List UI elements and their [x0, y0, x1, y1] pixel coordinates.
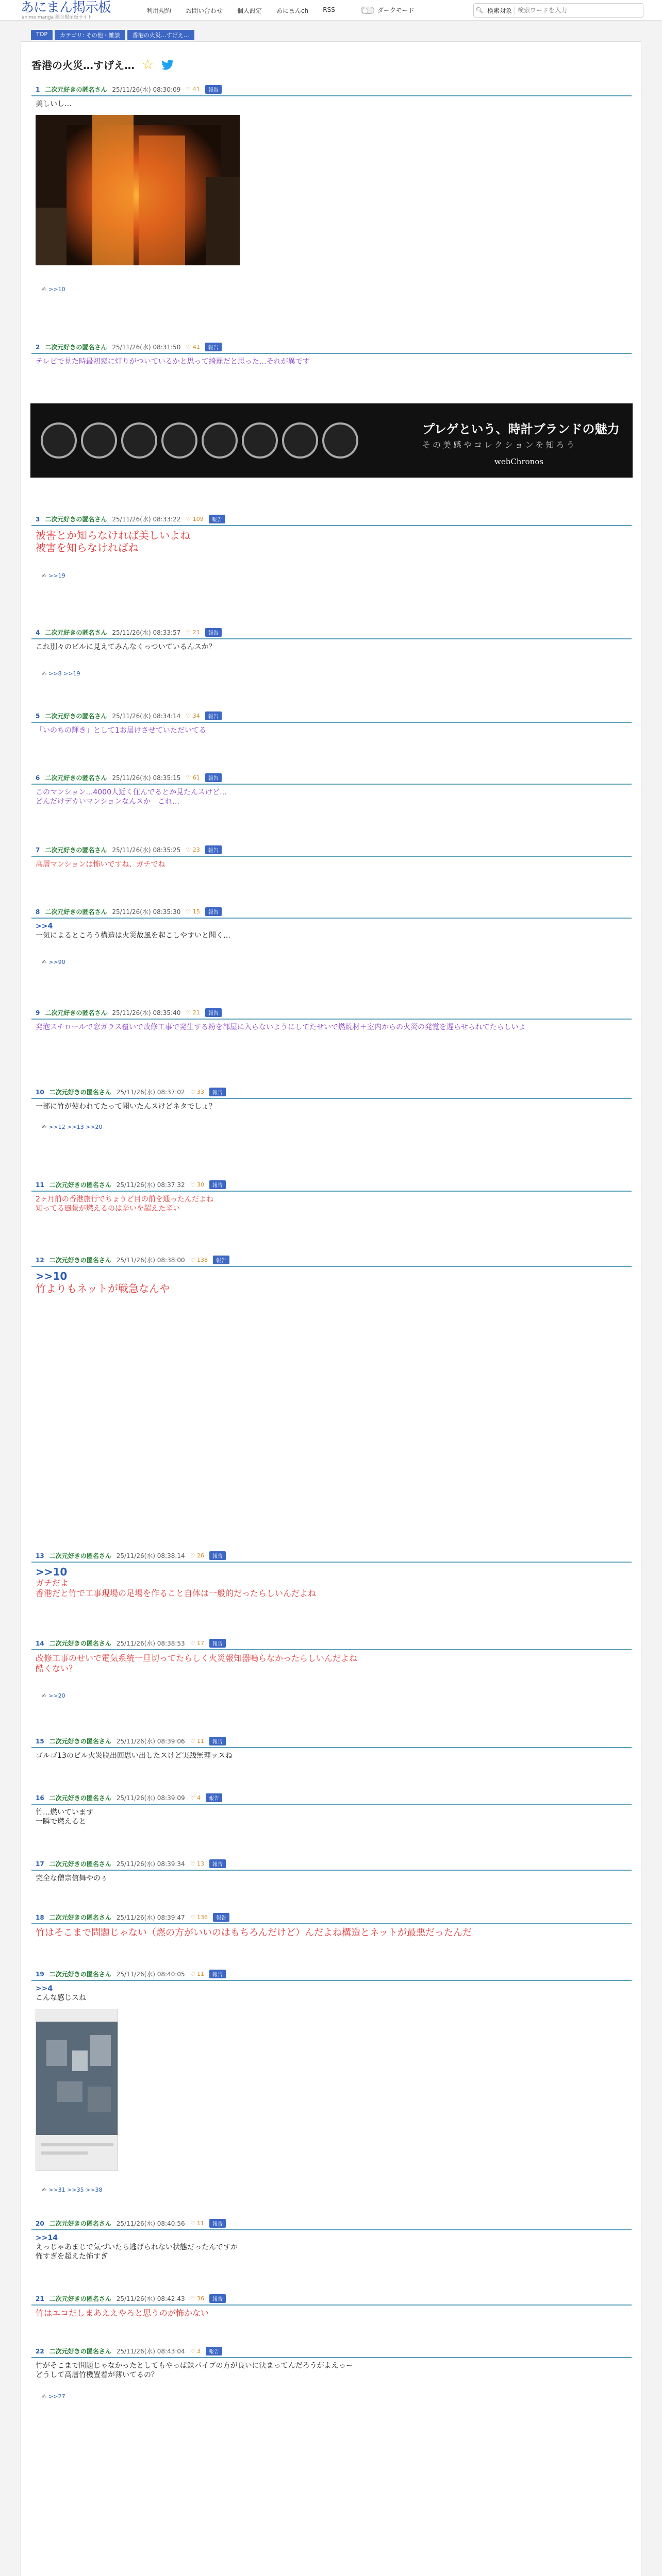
- post-header: [31, 1737, 632, 1748]
- post-number[interactable]: 1: [36, 86, 40, 93]
- report-button[interactable]: 報告: [209, 1970, 226, 1978]
- like-count[interactable]: ♡ 61: [186, 774, 200, 781]
- like-count[interactable]: ♡ 13: [190, 1860, 205, 1867]
- like-count[interactable]: ♡ 17: [190, 1640, 205, 1647]
- post-20: [31, 2219, 632, 2264]
- ad-watches-image: [30, 403, 391, 478]
- report-button[interactable]: 報告: [213, 1256, 229, 1264]
- post-body: 完全な僧宗信舞やのぅ: [36, 1874, 108, 1883]
- poster-name: 二次元好きの匿名さん: [49, 1971, 111, 1978]
- post-date: 25/11/26(水) 08:34:14: [112, 713, 181, 720]
- report-button[interactable]: 報告: [205, 711, 222, 720]
- post-number[interactable]: 13: [36, 1552, 44, 1560]
- post-header: [31, 2347, 632, 2358]
- poster-name: 二次元好きの匿名さん: [49, 1257, 111, 1264]
- post-number[interactable]: 19: [36, 1970, 44, 1978]
- post-17: [31, 1859, 632, 1886]
- post-body: このマンション…4000人近く住んでるとか見たんスけど… どんだけデカいマンションなんスか これ…: [36, 788, 227, 806]
- fire-photo[interactable]: [36, 115, 240, 265]
- post-body: 発泡スチロールで窓ガラス覆いで改修工事で発生する粉を部屋に入らないようにしてたせいで燃焼材＋室内からの火災の発覚を遅らせられてたらしいよ: [36, 1023, 526, 1031]
- post-5: [31, 711, 632, 738]
- post-header: [31, 1639, 632, 1650]
- report-button[interactable]: 報告: [209, 1737, 226, 1745]
- post-date: 25/11/26(水) 08:39:09: [116, 1794, 185, 1802]
- like-count[interactable]: ♡ 21: [186, 629, 200, 636]
- post-date: 25/11/26(水) 08:38:14: [116, 1552, 185, 1560]
- post-number[interactable]: 16: [36, 1794, 44, 1802]
- post-text: えっじゃあまじで気づいたら逃げられない状態だったんですか 怖すぎを超えた怖すぎ: [36, 2243, 238, 2261]
- post-date: 25/11/26(水) 08:31:50: [112, 344, 181, 351]
- post-number[interactable]: 4: [36, 629, 40, 636]
- reply-anchor[interactable]: >>14: [36, 2234, 58, 2242]
- post-date: 25/11/26(水) 08:37:32: [116, 1181, 185, 1189]
- post-header: [31, 2294, 632, 2306]
- post-number[interactable]: 7: [36, 846, 40, 854]
- like-count[interactable]: ♡ 138: [190, 1257, 208, 1263]
- post-text: 一気によるところう構造は火災故風を起こしやすいと聞く…: [36, 931, 230, 940]
- post-3: [31, 515, 632, 579]
- post-date: 25/11/26(水) 08:40:05: [116, 1971, 185, 1978]
- like-count[interactable]: ♡ 21: [186, 1009, 200, 1016]
- post-9: [31, 1008, 632, 1035]
- post-header: [31, 628, 632, 639]
- post-replies[interactable]: ✍ >>27: [42, 2393, 65, 2400]
- post-replies[interactable]: ✍ >>19: [42, 572, 65, 579]
- dark-mode-toggle[interactable]: [361, 6, 415, 14]
- post-date: 25/11/26(水) 08:30:09: [112, 86, 181, 93]
- poster-name: 二次元好きの匿名さん: [49, 1552, 111, 1560]
- post-1: [31, 85, 632, 293]
- post-19: [31, 1970, 632, 2193]
- post-date: 25/11/26(水) 08:35:15: [112, 774, 181, 782]
- post-body: [31, 919, 632, 943]
- breadcrumb: [31, 30, 194, 40]
- post-2: [31, 343, 632, 369]
- poster-name: 二次元好きの匿名さん: [45, 774, 107, 782]
- post-text: 竹よりもネットが戦急なんや: [36, 1282, 170, 1295]
- post-16: [31, 1793, 632, 1829]
- post-body: 「いのちの輝き」として1お届けさせていただいてる: [36, 726, 206, 735]
- post-date: 25/11/26(水) 08:39:06: [116, 1738, 185, 1745]
- report-button[interactable]: 報告: [206, 2347, 222, 2355]
- post-date: 25/11/26(水) 08:38:53: [116, 1640, 185, 1647]
- post-14: [31, 1639, 632, 1699]
- ad-subtitle: その美感やコレクションを知ろう: [422, 440, 577, 450]
- post-header: [31, 515, 632, 526]
- reply-anchor[interactable]: >>10: [36, 1270, 68, 1282]
- site-header: [0, 0, 662, 21]
- like-count[interactable]: ♡ 11: [190, 2220, 205, 2227]
- post-body: 改修工事のせいで電気系統一旦切ってたらしく火災報知器鳴らなかったらしいんだよね 酷くない？: [36, 1653, 358, 1673]
- reply-anchor[interactable]: >>4: [36, 1985, 53, 1993]
- nav-animanch[interactable]: あにまんch: [276, 7, 309, 14]
- poster-name: 二次元好きの匿名さん: [45, 713, 107, 720]
- post-body: 竹はエコだしまあええやろと思うのが怖かない: [36, 2308, 209, 2318]
- post-date: 25/11/26(水) 08:43:04: [116, 2348, 185, 2355]
- post-header: [31, 711, 632, 723]
- post-header: [31, 85, 632, 96]
- nav-terms[interactable]: 利用規約: [146, 7, 172, 14]
- post-text: こんな感じスね: [36, 1994, 86, 2002]
- post-number[interactable]: 12: [36, 1256, 44, 1264]
- post-body: 竹がそこまで問題じゃなかったとしてもやっぱ鉄パイプの方が良いに決まってんだろうがよえっー どうして高層竹機置着が薄いてるの？: [36, 2362, 353, 2379]
- header-nav: [139, 6, 342, 15]
- post-replies[interactable]: ✍ >>8 >>19: [42, 670, 80, 677]
- post-number[interactable]: 18: [36, 1913, 44, 1921]
- post-date: 25/11/26(水) 08:38:00: [116, 1257, 185, 1264]
- post-date: 25/11/26(水) 08:42:43: [116, 2295, 185, 2302]
- post-number[interactable]: 2: [36, 343, 40, 351]
- post-body: 被害とか知らなければ美しいよね 被害を知らなければね: [36, 529, 190, 554]
- like-count[interactable]: ♡ 23: [186, 846, 200, 853]
- post-body: テレビで見た時最初窓に灯りがついているかと思って綺麗だと思った…それが異です: [36, 358, 310, 366]
- report-button[interactable]: 報告: [205, 628, 222, 637]
- post-date: 25/11/26(水) 08:33:22: [112, 516, 181, 523]
- advertisement-banner[interactable]: [30, 403, 633, 478]
- post-6: [31, 773, 632, 809]
- post-body: 2ヶ月前の香港旅行でちょうど目の前を通ったんだよね 知ってる風景が燃えるのは辛いを超えた辛い: [36, 1195, 213, 1213]
- like-count[interactable]: ♡ 109: [186, 516, 204, 522]
- poster-name: 二次元好きの匿名さん: [45, 1009, 107, 1016]
- post-body: [31, 1563, 632, 1602]
- report-button[interactable]: 報告: [209, 1639, 226, 1648]
- report-button[interactable]: 報告: [209, 515, 225, 523]
- poster-name: 二次元好きの匿名さん: [45, 908, 107, 916]
- like-count[interactable]: ♡ 11: [190, 1971, 205, 1977]
- like-count[interactable]: ♡ 33: [190, 1089, 205, 1095]
- report-button[interactable]: 報告: [205, 343, 222, 351]
- report-button[interactable]: 報告: [209, 2219, 226, 2228]
- report-button[interactable]: 報告: [205, 85, 222, 94]
- report-button[interactable]: 報告: [209, 2294, 226, 2303]
- report-button[interactable]: 報告: [209, 1551, 226, 1560]
- post-date: 25/11/26(水) 08:35:25: [112, 846, 181, 854]
- post-number[interactable]: 14: [36, 1639, 44, 1647]
- post-number[interactable]: 17: [36, 1860, 44, 1868]
- post-replies[interactable]: ✍ >>20: [42, 1692, 65, 1699]
- site-logo[interactable]: あにまん掲示板 anime manga 総合掲示板サイト: [21, 0, 111, 20]
- report-button[interactable]: 報告: [209, 1859, 226, 1868]
- poster-name: 二次元好きの匿名さん: [49, 1640, 111, 1647]
- post-13: [31, 1551, 632, 1602]
- post-22: [31, 2347, 632, 2400]
- post-replies[interactable]: ✍ >>12 >>13 >>20: [42, 1124, 103, 1130]
- post-header: [31, 1913, 632, 1924]
- like-count[interactable]: ♡ 41: [186, 344, 200, 350]
- post-header: [31, 343, 632, 354]
- report-button[interactable]: 報告: [205, 773, 222, 782]
- post-number[interactable]: 15: [36, 1737, 44, 1745]
- post-7: [31, 845, 632, 872]
- post-body: ゴルゴ13のビル火災脱出回思い出したスけど実践無理ッスね: [36, 1752, 233, 1760]
- like-count[interactable]: ♡ 30: [190, 1181, 205, 1188]
- poster-name: 二次元好きの匿名さん: [49, 1738, 111, 1745]
- post-replies[interactable]: ✍ >>90: [42, 959, 65, 965]
- poster-name: 二次元好きの匿名さん: [45, 846, 107, 854]
- report-button[interactable]: 報告: [205, 845, 222, 854]
- poster-name: 二次元好きの匿名さん: [49, 1860, 111, 1868]
- post-body: これ別々のビルに見えてみんなくっついているんスか？: [36, 643, 216, 651]
- post-number[interactable]: 8: [36, 908, 40, 916]
- like-count[interactable]: ♡ 41: [186, 86, 200, 93]
- post-header: [31, 773, 632, 785]
- aerial-map-screenshot[interactable]: [36, 2009, 118, 2171]
- report-button[interactable]: 報告: [206, 1793, 222, 1802]
- dark-mode-label: ダークモード: [377, 7, 415, 14]
- like-count[interactable]: ♡ 34: [186, 713, 200, 719]
- post-date: 25/11/26(水) 08:33:57: [112, 629, 181, 636]
- favorite-star-icon[interactable]: ☆: [142, 57, 154, 73]
- like-count[interactable]: ♡ 15: [186, 908, 200, 915]
- post-body: 一部に竹が使われてたって聞いたんスけどネタでしょ？: [36, 1103, 216, 1111]
- post-body: [31, 1267, 632, 1298]
- post-body: 竹はそこまで問題じゃない（燃の方がいいのはもちろんだけど）んだよね構造とネットが最悪だったんだ: [36, 1927, 472, 1938]
- post-replies[interactable]: ✍ >>31 >>35 >>38: [42, 2187, 103, 2193]
- post-body: 高層マンションは怖いですね、ガチでね: [36, 860, 166, 869]
- ad-title: プレゲという、時計ブランドの魅力: [422, 422, 620, 436]
- poster-name: 二次元好きの匿名さん: [49, 1914, 111, 1921]
- post-header: [31, 1551, 632, 1563]
- poster-name: 二次元好きの匿名さん: [45, 344, 107, 351]
- post-number[interactable]: 22: [36, 2347, 44, 2355]
- like-count[interactable]: ♡ 26: [190, 1552, 205, 1559]
- post-number[interactable]: 3: [36, 515, 40, 523]
- post-15: [31, 1737, 632, 1764]
- poster-name: 二次元好きの匿名さん: [49, 2295, 111, 2302]
- post-number[interactable]: 10: [36, 1088, 44, 1096]
- post-header: [31, 1256, 632, 1267]
- post-12: [31, 1256, 632, 1298]
- search-input[interactable]: [515, 7, 643, 14]
- post-text: ガチだよ 香港だと竹で工事現場の足場を作ること自体は一般的だったらしいんだよね: [36, 1578, 317, 1598]
- poster-name: 二次元好きの匿名さん: [49, 1794, 111, 1802]
- page-title: 香港の火災…すげえ… ☆: [31, 57, 174, 72]
- ad-brand: webChronos: [494, 457, 544, 466]
- post-header: [31, 845, 632, 857]
- post-date: 25/11/26(水) 08:37:02: [116, 1089, 185, 1096]
- search-bar: [473, 3, 643, 18]
- report-button[interactable]: 報告: [205, 907, 222, 916]
- post-date: 25/11/26(水) 08:39:47: [116, 1914, 185, 1921]
- post-date: 25/11/26(水) 08:35:30: [112, 908, 181, 916]
- like-count[interactable]: ♡ 36: [190, 2295, 205, 2302]
- reply-anchor[interactable]: >>10: [36, 1566, 68, 1578]
- post-header: [31, 2219, 632, 2230]
- post-date: 25/11/26(水) 08:39:34: [116, 1860, 185, 1868]
- post-21: [31, 2294, 632, 2321]
- post-number[interactable]: 9: [36, 1009, 40, 1016]
- like-count[interactable]: ♡ 4: [190, 1794, 201, 1801]
- nav-contact[interactable]: お問い合わせ: [186, 7, 223, 14]
- post-10: [31, 1088, 632, 1130]
- twitter-share-icon[interactable]: [161, 60, 174, 70]
- like-count[interactable]: ♡ 3: [190, 2348, 201, 2354]
- post-8: [31, 907, 632, 965]
- post-header: [31, 1180, 632, 1192]
- post-header: [31, 1008, 632, 1020]
- post-4: [31, 628, 632, 677]
- post-body: 美しいし…: [36, 100, 72, 108]
- poster-name: 二次元好きの匿名さん: [45, 629, 107, 636]
- toggle-switch[interactable]: [361, 7, 374, 14]
- post-replies[interactable]: ✍ >>10: [42, 286, 65, 293]
- post-body: 竹…燃いています 一瞬で燃えると: [36, 1808, 93, 1826]
- post-date: 25/11/26(水) 08:35:40: [112, 1009, 181, 1016]
- breadcrumb-top[interactable]: TOP: [31, 30, 53, 40]
- post-header: [31, 1970, 632, 1981]
- nav-personal-settings[interactable]: 個人設定: [237, 7, 262, 14]
- post-11: [31, 1180, 632, 1216]
- poster-name: 二次元好きの匿名さん: [45, 86, 107, 93]
- report-button[interactable]: 報告: [205, 1008, 222, 1017]
- post-body: [31, 1981, 632, 2006]
- post-number[interactable]: 6: [36, 774, 40, 782]
- post-number[interactable]: 21: [36, 2295, 44, 2302]
- breadcrumb-category[interactable]: カテゴリ: その他・雑談: [55, 30, 125, 40]
- post-date: 25/11/26(水) 08:40:56: [116, 2220, 185, 2227]
- poster-name: 二次元好きの匿名さん: [49, 1089, 111, 1096]
- search-target-select[interactable]: 検索対象: [485, 6, 515, 15]
- poster-name: 二次元好きの匿名さん: [49, 2348, 111, 2355]
- thread-page: [21, 41, 641, 2576]
- like-count[interactable]: ♡ 11: [190, 1738, 205, 1744]
- post-header: [31, 907, 632, 919]
- report-button[interactable]: 報告: [213, 1913, 229, 1922]
- poster-name: 二次元好きの匿名さん: [49, 2220, 111, 2227]
- search-icon[interactable]: 🔍︎: [475, 7, 484, 14]
- post-header: [31, 1793, 632, 1805]
- post-header: [31, 1859, 632, 1871]
- nav-rss[interactable]: RSS: [323, 6, 335, 13]
- post-18: [31, 1913, 632, 1942]
- reply-anchor[interactable]: >>4: [36, 922, 53, 930]
- report-button[interactable]: 報告: [209, 1180, 226, 1189]
- post-number[interactable]: 5: [36, 712, 40, 720]
- poster-name: 二次元好きの匿名さん: [49, 1181, 111, 1189]
- report-button[interactable]: 報告: [209, 1088, 226, 1096]
- post-header: [31, 1088, 632, 1099]
- poster-name: 二次元好きの匿名さん: [45, 516, 107, 523]
- breadcrumb-thread[interactable]: 香港の火災…すげえ…: [127, 30, 194, 40]
- post-body: [31, 2230, 632, 2264]
- post-number[interactable]: 11: [36, 1181, 44, 1189]
- like-count[interactable]: ♡ 136: [190, 1914, 208, 1921]
- post-number[interactable]: 20: [36, 2219, 44, 2227]
